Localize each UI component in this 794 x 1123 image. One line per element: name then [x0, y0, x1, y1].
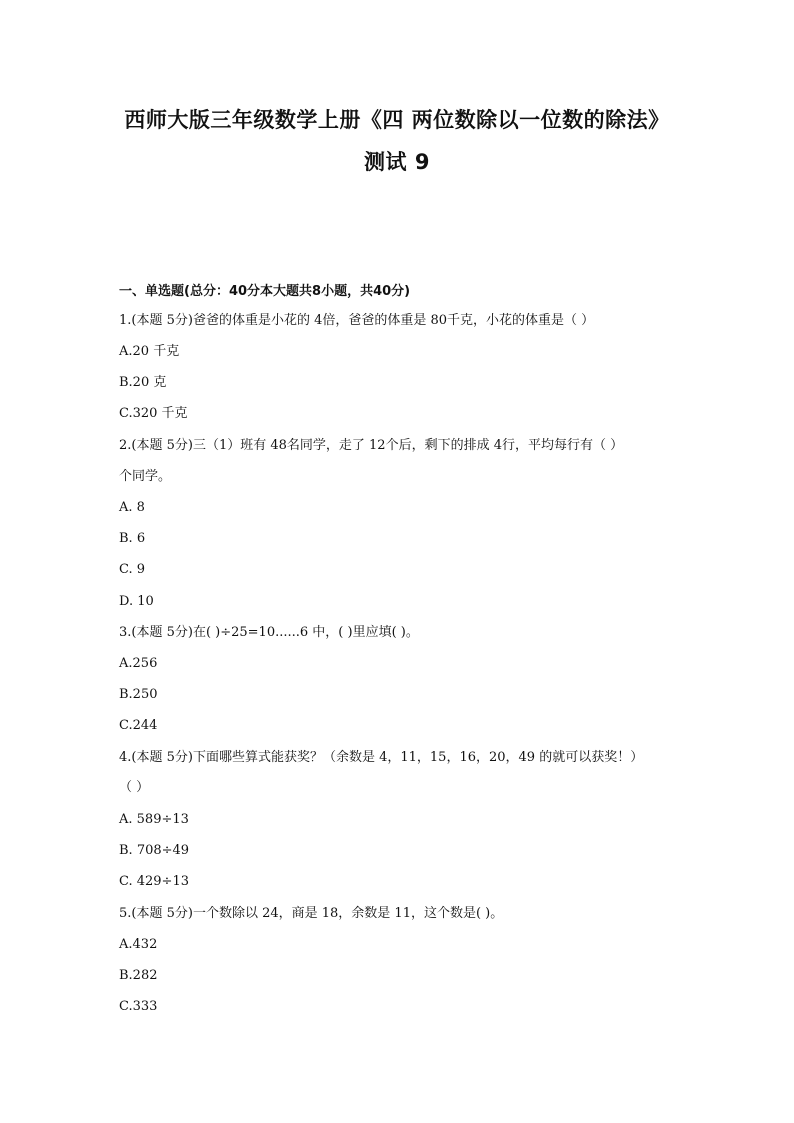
question-3-option-c: C.244 — [119, 718, 158, 733]
question-3-stem: 3.(本题 5分)在( )÷25=10......6 中，( )里应填( )。 — [119, 625, 419, 640]
question-3-option-a: A.256 — [119, 656, 158, 671]
question-2-option-a: A. 8 — [119, 500, 145, 515]
question-4-stem: 4.(本题 5分)下面哪些算式能获奖？（余数是 4，11，15，16，20，49 的就可以获奖！） — [119, 750, 644, 765]
question-1-option-a: A.20 千克 — [119, 344, 180, 359]
question-4-option-b: B. 708÷49 — [119, 843, 190, 858]
question-1-option-c: C.320 千克 — [119, 406, 188, 421]
question-2-stem-continuation: 个同学。 — [119, 469, 172, 484]
question-4-option-a: A. 589÷13 — [119, 812, 189, 827]
question-2-stem: 2.(本题 5分)三（1）班有 48名同学，走了 12个后，剩下的排成 4行，平均每行有（ ） — [119, 438, 624, 453]
question-4-option-c: C. 429÷13 — [119, 874, 189, 889]
question-2-option-b: B. 6 — [119, 531, 146, 546]
question-5-option-c: C.333 — [119, 999, 158, 1014]
question-1-option-b: B.20 克 — [119, 375, 167, 390]
document-title: 西师大版三年级数学上册《四 两位数除以一位数的除法》 — [124, 108, 670, 132]
question-3-option-b: B.250 — [119, 687, 158, 702]
question-5-option-a: A.432 — [119, 937, 158, 952]
section-header: 一、单选题(总分：40分本大题共8小题，共40分) — [119, 284, 411, 299]
document-subtitle: 测试 9 — [364, 150, 430, 174]
question-4-stem-continuation: （ ） — [119, 780, 150, 795]
question-5-option-b: B.282 — [119, 968, 158, 983]
question-2-option-d: D. 10 — [119, 594, 154, 609]
question-1-stem: 1.(本题 5分)爸爸的体重是小花的 4倍，爸爸的体重是 80千克，小花的体重是（ ） — [119, 313, 595, 328]
question-5-stem: 5.(本题 5分)一个数除以 24，商是 18，余数是 11，这个数是( )。 — [119, 906, 504, 921]
question-2-option-c: C. 9 — [119, 562, 146, 577]
